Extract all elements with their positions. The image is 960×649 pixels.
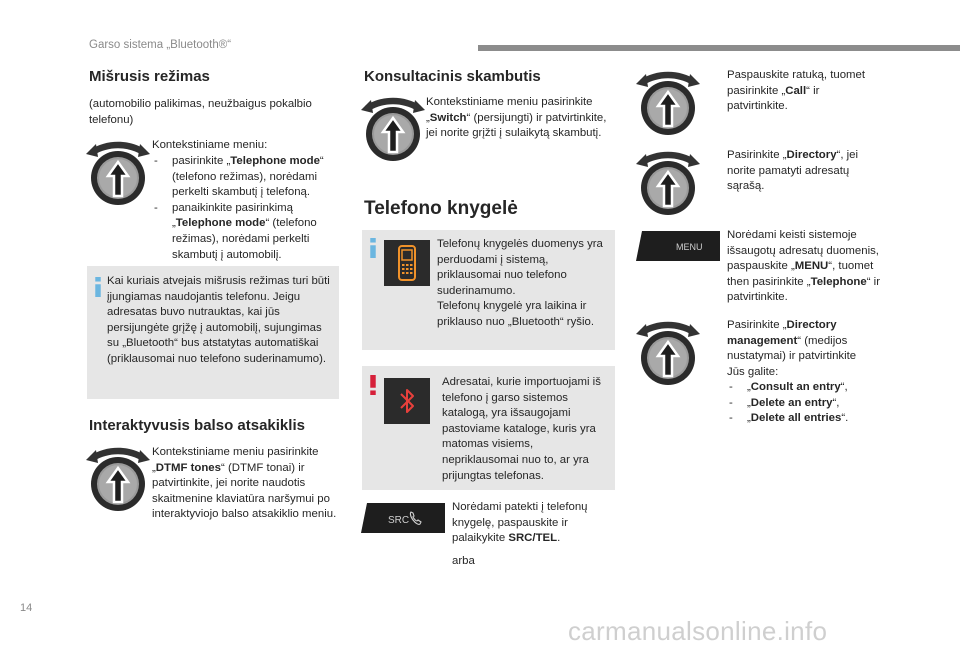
mixed-mode-options xyxy=(152,154,342,263)
directory-management-text: Pasirinkite „Directory management“ (medijos nustatymai) ir patvirtinkite Jūs galite: xyxy=(727,319,857,378)
list-item: - „Delete all entries“. xyxy=(727,411,897,427)
phone-icon xyxy=(384,240,430,286)
menu-button-icon xyxy=(636,231,720,261)
voice-responder-text: Kontekstiniame meniu pasirinkite „DTMF tones“ (DTMF tonai) ir patvirtinkite, jei norite naudotis skaitmenine klaviatūra naršymui po interaktyviojo balso atsakiklio meniu. xyxy=(152,446,337,521)
rotary-knob-icon xyxy=(636,150,700,220)
warning-icon xyxy=(370,375,376,395)
call-step-text: Paspauskite ratuką, tuomet pasirinkite „Call“ ir patvirtinkite. xyxy=(727,69,866,113)
header-title: Garso sistema „Bluetooth®“ xyxy=(89,39,232,51)
menu-step-text: Norėdami keisti sistemoje išsaugotų adresatų duomenis, paspauskite „MENU“, tuomet then pasirinkite „Telephone“ ir patvirtinkite. xyxy=(727,229,880,304)
info-note-panel xyxy=(87,266,339,399)
info-note-text: Kai kuriais atvejais mišrusis režimas turi būti įjungiamas naudojantis telefonu. Jeigu adresatas buvo nutrauktas, kai jūs persijungėte grįžę į automobilį, sujungimas su „Bluetooth“ bus atstatytas automatiškai (priklausomai nuo telefono suderinamumo). xyxy=(107,275,330,365)
menu-label: MENU xyxy=(676,242,703,252)
phonebook-warning-text: Adresatai, kurie importuojami iš telefono į garso sistemos katalogą, yra išsaugojami pastoviame kataloge, kuris yra matomas visiems, nepriklausomai nuo to, ar yra prijungtas telefonas. xyxy=(442,376,601,482)
directory-step-text: Pasirinkite „Directory“, jei norite pamatyti adresatų sąrašą. xyxy=(727,149,859,193)
page-number: 14 xyxy=(20,602,33,614)
bluetooth-icon xyxy=(384,378,430,424)
directory-options xyxy=(727,380,897,427)
voice-responder-title: Interaktyvusis balso atsakiklis xyxy=(89,417,305,434)
rotary-knob-icon xyxy=(86,140,150,210)
src-label: SRC xyxy=(388,515,410,526)
rotary-knob-icon xyxy=(86,446,150,516)
header-bar xyxy=(478,45,960,51)
info-icon xyxy=(95,277,101,297)
list-item: - „Delete an entry“, xyxy=(727,396,897,412)
mixed-mode-menu-label: Kontekstiniame meniu: xyxy=(152,139,268,151)
phonebook-warning-panel xyxy=(362,366,615,490)
watermark: carmanualsonline.info xyxy=(568,616,828,646)
or-text: arba xyxy=(452,555,475,567)
rotary-knob-icon xyxy=(636,320,700,390)
info-icon xyxy=(370,238,376,258)
mixed-mode-title: Mišrusis režimas xyxy=(89,68,210,85)
src-tel-text: Norėdami patekti į telefonų knygelę, paspauskite ir palaikykite SRC/TEL. xyxy=(452,501,588,545)
phonebook-info-text: Telefonų knygelės duomenys yra perduodami į sistemą, priklausomai nuo telefono suderinamumo. Telefonų knygelė yra laikina ir priklauso nuo „Bluetooth“ ryšio. xyxy=(437,238,603,328)
src-tel-button-icon xyxy=(361,503,445,533)
rotary-knob-icon xyxy=(361,96,425,166)
phonebook-title: Telefono knygelė xyxy=(364,198,518,219)
consult-call-title: Konsultacinis skambutis xyxy=(364,68,541,85)
mixed-mode-intro: (automobilio palikimas, neužbaigus pokalbio telefonu) xyxy=(89,98,312,126)
list-item: - pasirinkite „Telephone mode“ (telefono režimas), norėdami perkelti skambutį į telefoną. xyxy=(152,154,342,201)
list-item: - panaikinkite pasirinkimą „Telephone mode“ (telefono režimas), norėdami perkelti skambutį į automobilį. xyxy=(152,201,342,263)
list-item: - „Consult an entry“, xyxy=(727,380,897,396)
rotary-knob-icon xyxy=(636,70,700,140)
phonebook-info-panel xyxy=(362,230,615,350)
consult-call-text: Kontekstiniame meniu pasirinkite „Switch“ (persijungti) ir patvirtinkite, jei norite grįžti į sulaikytą skambutį. xyxy=(426,96,607,140)
